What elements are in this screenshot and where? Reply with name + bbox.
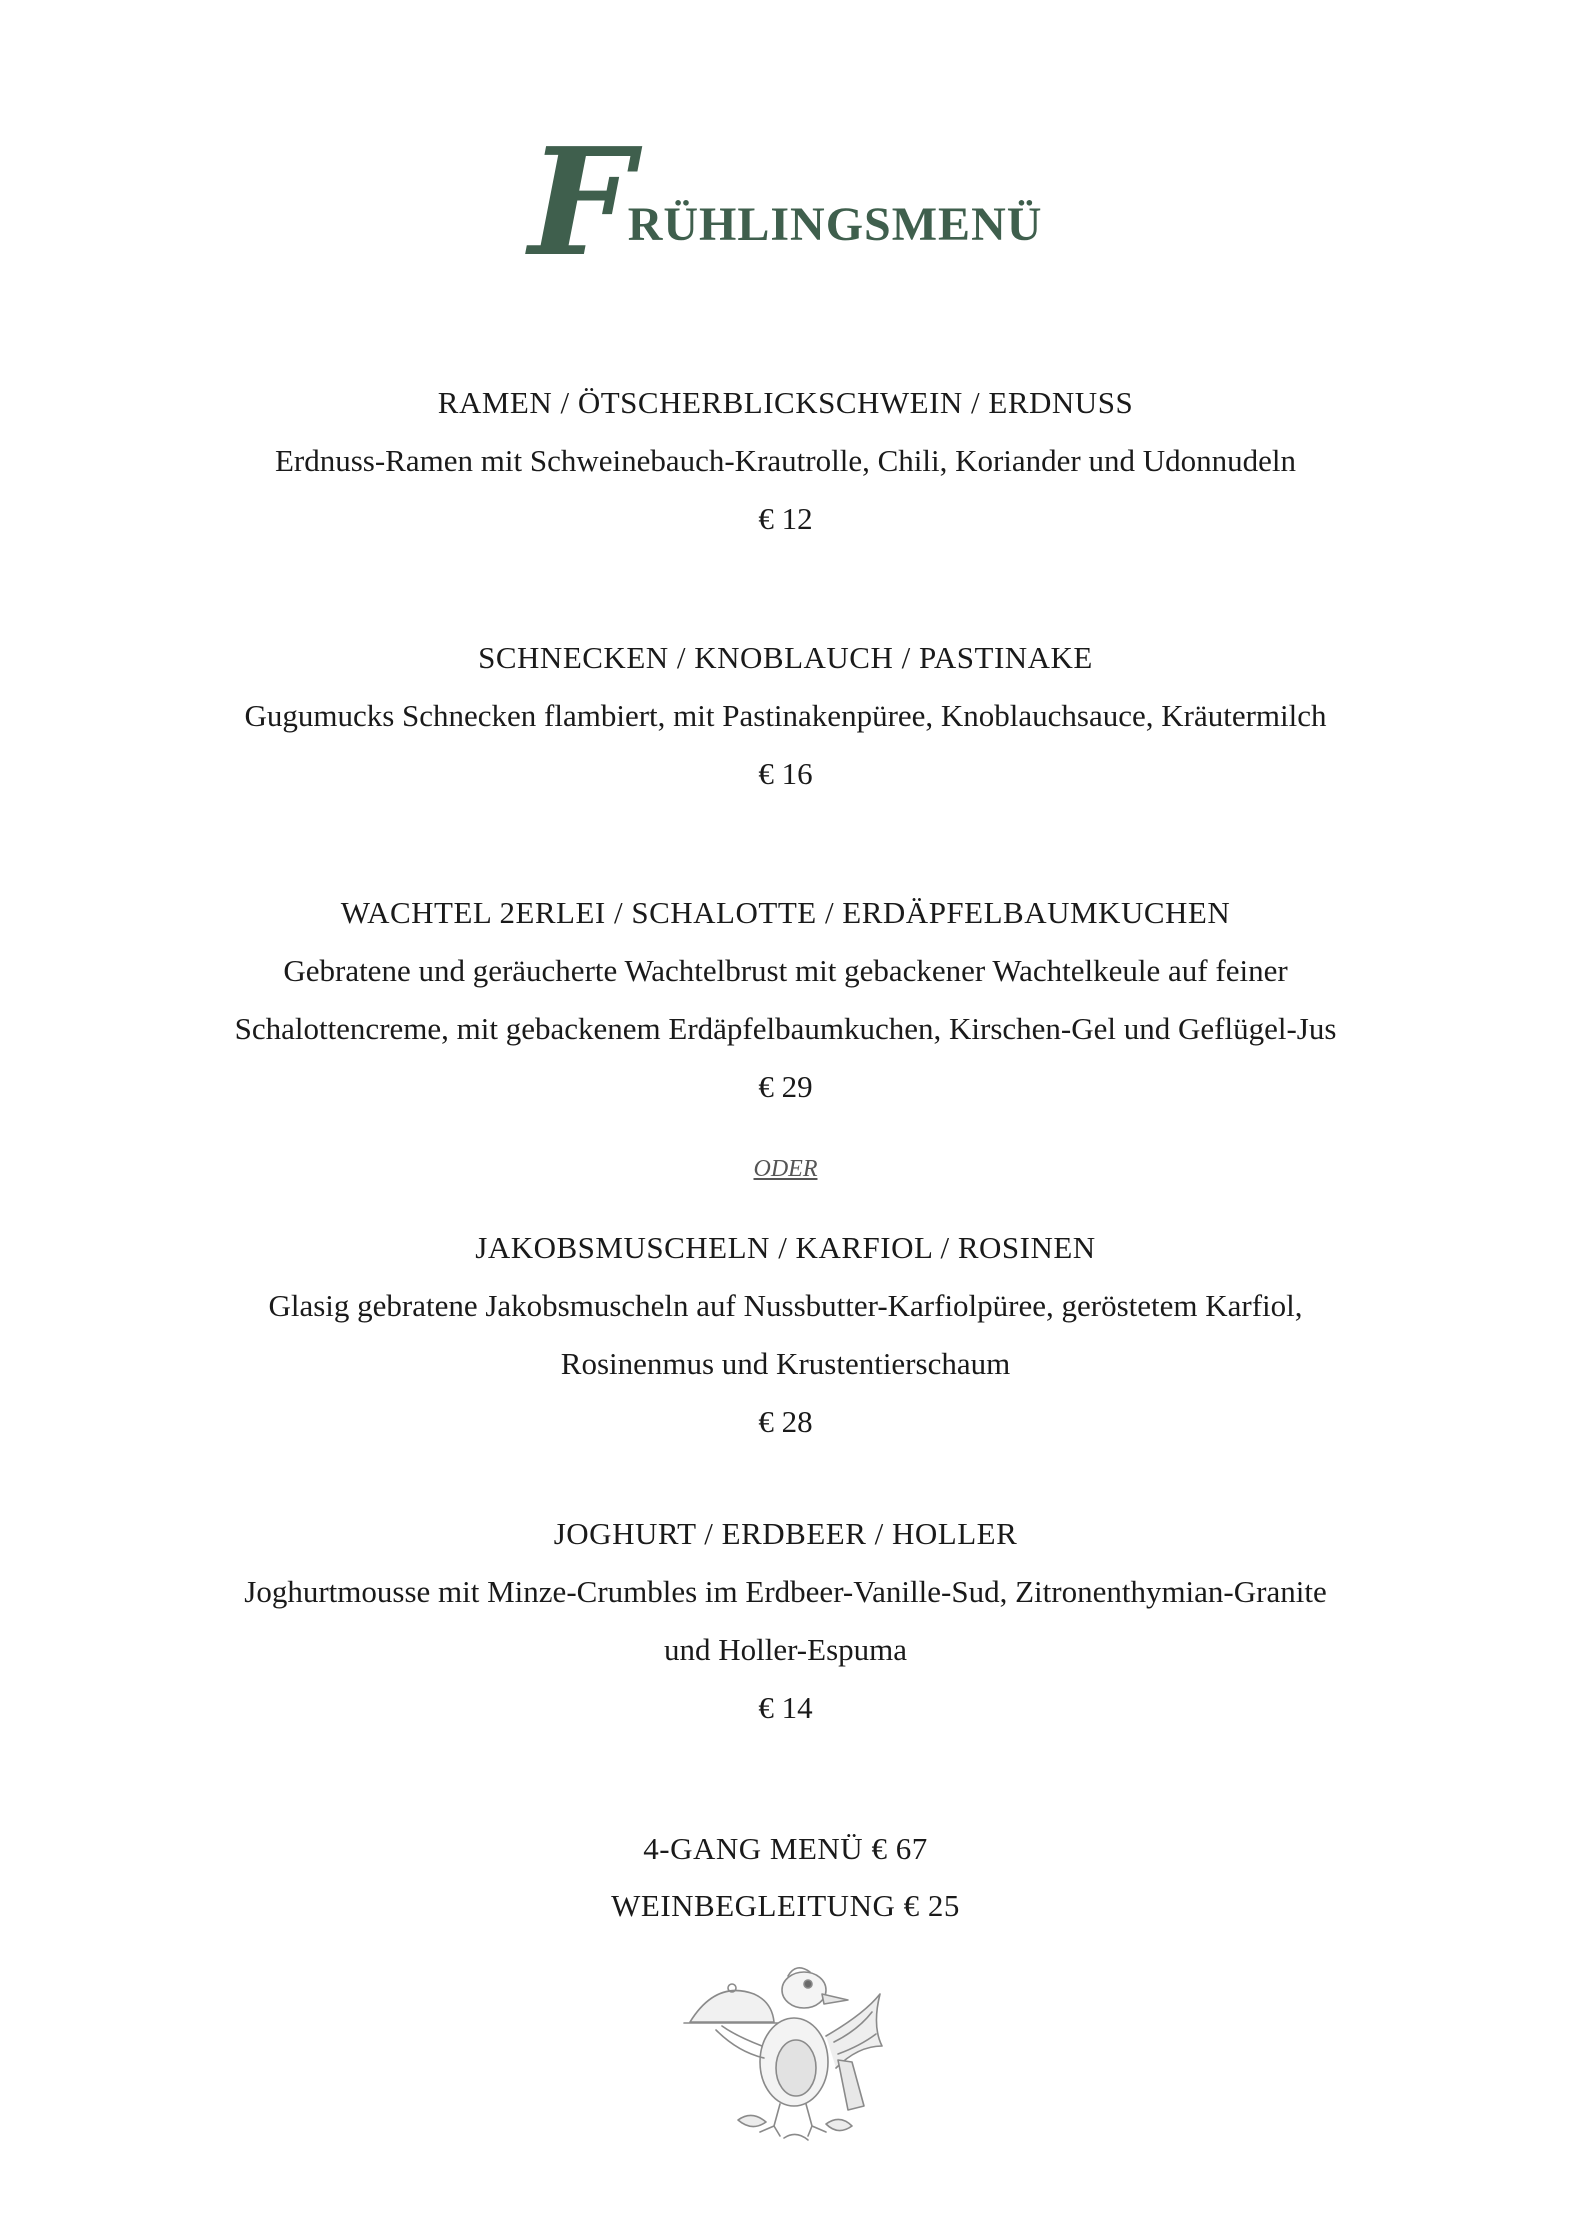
wine-pairing-price: WEINBEGLEITUNG € 25 [611, 1888, 960, 1923]
course-description: Glasig gebratene Jakobsmuscheln auf Nussbutter-Karfiolpüree, geröstetem Karfiol, [268, 1288, 1303, 1323]
menu-price: 4-GANG MENÜ € 67 [643, 1831, 928, 1866]
course-price: € 29 [758, 1069, 813, 1104]
course-description: Rosinenmus und Krustentierschaum [560, 1346, 1011, 1381]
course-heading: WACHTEL 2ERLEI / SCHALOTTE / ERDÄPFELBAUMKUCHEN [340, 895, 1231, 930]
bird-waiter-illustration-icon [676, 1950, 896, 2150]
title-rest: RÜHLINGSMENÜ [627, 198, 1043, 251]
menu-title [0, 115, 1571, 289]
course-description: Schalottencreme, mit gebackenem Erdäpfelbaumkuchen, Kirschen-Gel und Geflügel-Jus [234, 1011, 1337, 1046]
course-description: Gugumucks Schnecken flambiert, mit Pastinakenpüree, Knoblauchsauce, Kräutermilch [244, 698, 1327, 733]
course-price: € 28 [758, 1404, 813, 1439]
course-price: € 16 [758, 756, 813, 791]
course-heading: JOGHURT / ERDBEER / HOLLER [553, 1516, 1018, 1551]
course-price: € 14 [758, 1690, 813, 1725]
title-initial: F [528, 115, 628, 289]
course-description: Gebratene und geräucherte Wachtelbrust mit gebackener Wachtelkeule auf feiner [283, 953, 1288, 988]
course-description: Joghurtmousse mit Minze-Crumbles im Erdbeer-Vanille-Sud, Zitronenthymian-Granite [244, 1574, 1327, 1609]
course-heading: JAKOBSMUSCHELN / KARFIOL / ROSINEN [475, 1230, 1096, 1265]
oder-separator: ODER [753, 1156, 818, 1182]
course-description: Erdnuss-Ramen mit Schweinebauch-Krautrolle, Chili, Koriander und Udonnudeln [274, 443, 1297, 478]
course-description: und Holler-Espuma [663, 1632, 908, 1667]
course-heading: SCHNECKEN / KNOBLAUCH / PASTINAKE [478, 640, 1093, 675]
course-heading: RAMEN / ÖTSCHERBLICKSCHWEIN / ERDNUSS [437, 385, 1134, 420]
course-price: € 12 [758, 501, 813, 536]
